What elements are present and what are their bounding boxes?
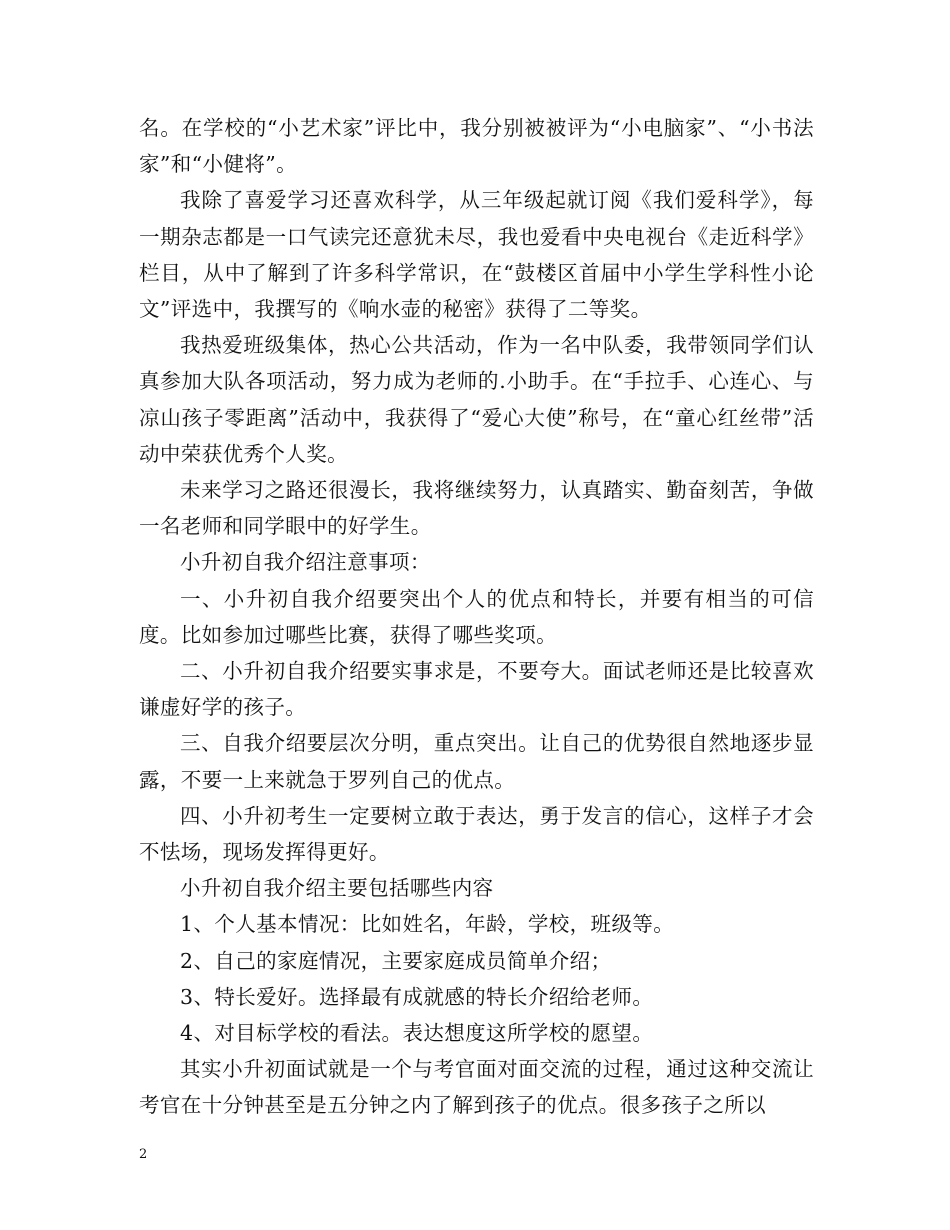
- list-item: 2、自己的家庭情况，主要家庭成员简单介绍；: [180, 948, 612, 973]
- list-item: 二、小升初自我介绍要实事求是，不要夸大。面试老师还是比较喜欢谦虚好学的孩子。: [139, 659, 814, 720]
- list-item: 一、小升初自我介绍要突出个人的优点和特长，并要有相当的可信度。比如参加过哪些比赛，获得了哪些奖项。: [139, 586, 814, 647]
- list-item: 1、个人基本情况：比如姓名，年龄，学校，班级等。: [180, 912, 675, 937]
- list-item: 4、对目标学校的看法。表达想度这所学校的愿望。: [180, 1021, 654, 1046]
- paragraph: 我热爱班级集体，热心公共活动，作为一名中队委，我带领同学们认真参加大队各项活动，努力成为老师的.小助手。在“手拉手、心连心、与凉山孩子零距离”活动中，我获得了“爱心大使”称号，在“童心红丝带”活动中荣获优秀个人奖。: [139, 333, 814, 466]
- section-heading: 小升初自我介绍注意事项：: [180, 550, 431, 575]
- list-item: 三、自我介绍要层次分明，重点突出。让自己的优势很自然地逐步显露，不要一上来就急于罗列自己的优点。: [139, 731, 814, 792]
- paragraph: 其实小升初面试就是一个与考官面对面交流的过程，通过这种交流让考官在十分钟甚至是五分钟之内了解到孩子的优点。很多孩子之所以: [139, 1057, 814, 1118]
- section-heading: 小升初自我介绍主要包括哪些内容: [180, 876, 494, 901]
- list-item: 3、特长爱好。选择最有成就感的特长介绍给老师。: [180, 984, 654, 1009]
- paragraph: 我除了喜爱学习还喜欢科学，从三年级起就订阅《我们爱科学》，每一期杂志都是一口气读完还意犹未尽，我也爱看中央电视台《走近科学》栏目，从中了解到了许多科学常识，在“鼓楼区首届中小学生学科性小论文”评选中，我撰写的《响水壶的秘密》获得了二等奖。: [139, 188, 814, 322]
- paragraph: 未来学习之路还很漫长，我将继续努力，认真踏实、勤奋刻苦，争做一名老师和同学眼中的好学生。: [139, 478, 814, 539]
- document-body: [139, 110, 814, 1124]
- page-number: 2: [139, 1147, 148, 1162]
- paragraph: 名。在学校的“小艺术家”评比中，我分别被被评为“小电脑家”、“小书法家”和“小健将”。: [139, 116, 814, 177]
- list-item: 四、小升初考生一定要树立敢于表达，勇于发言的信心，这样子才会不怯场，现场发挥得更好。: [139, 803, 814, 865]
